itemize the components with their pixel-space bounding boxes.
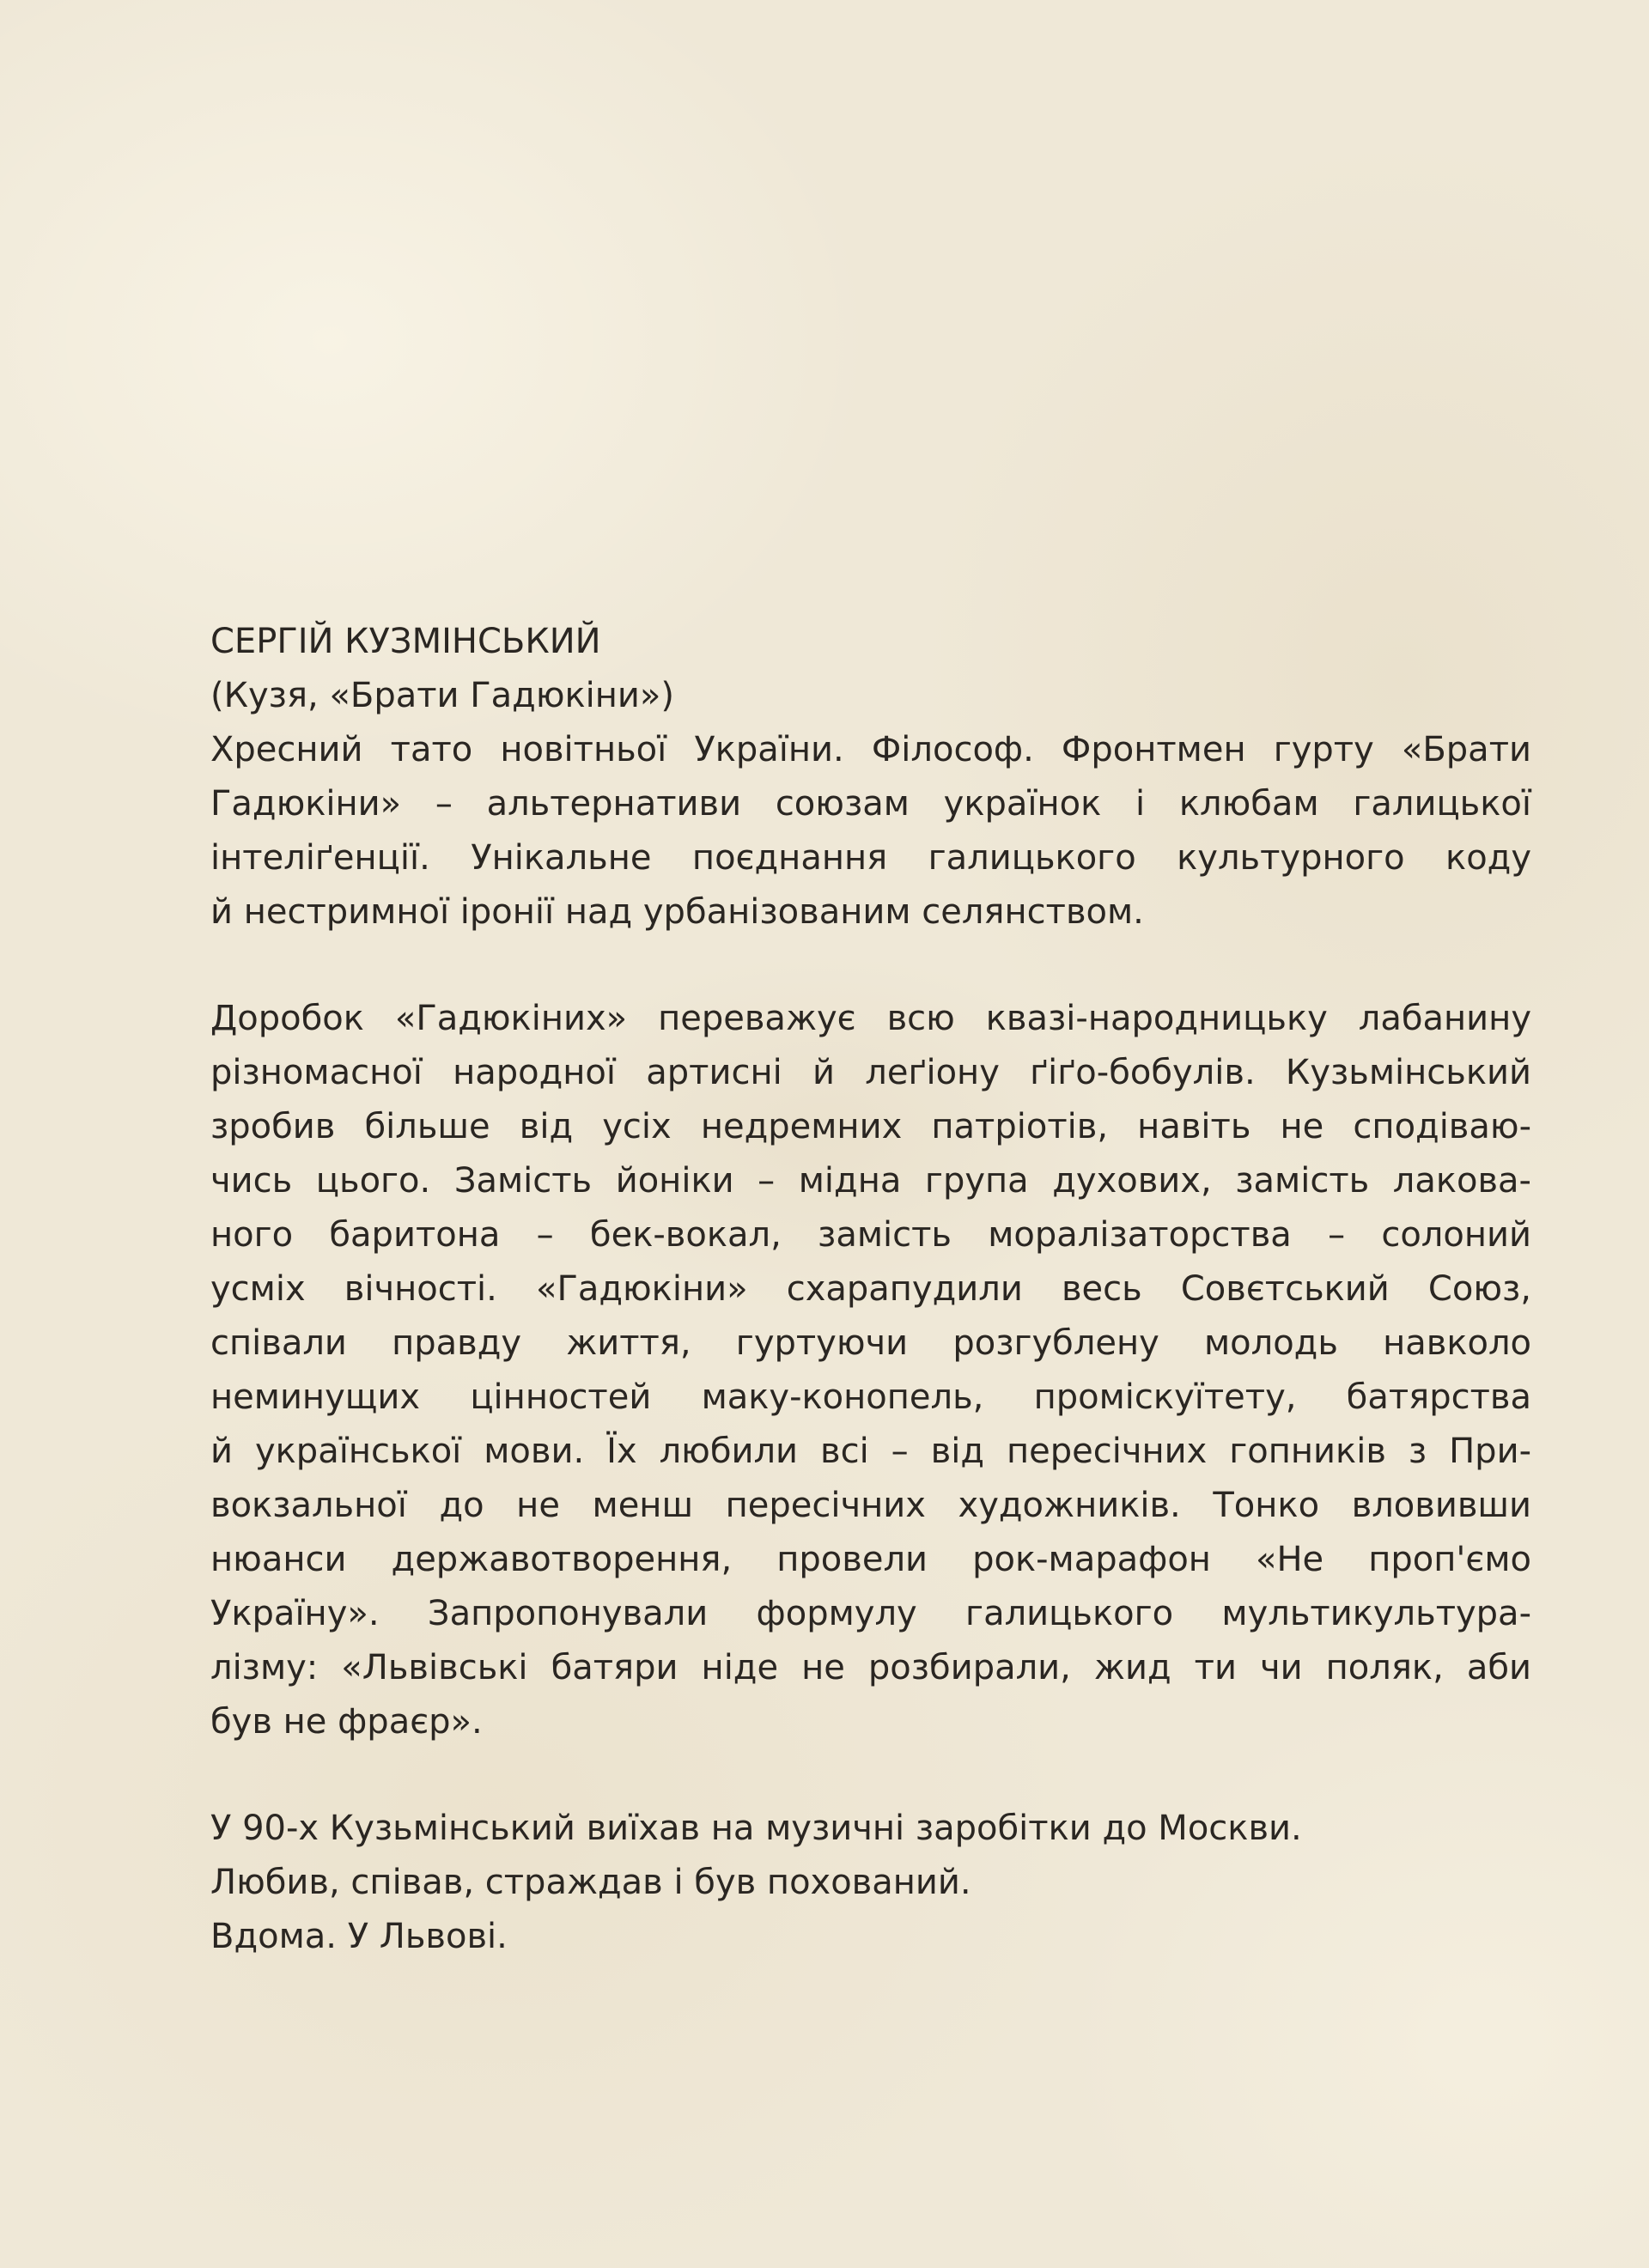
paragraph-line: У 90-х Кузьмінський виїхав на музичні заробітки до Москви. bbox=[210, 1809, 1302, 1848]
paragraph-line: Доробок «Гадюкіних» переважує всю квазі-народницьку лабанину bbox=[210, 999, 1531, 1038]
paragraph-line: Любив, співав, страждав і був похований. bbox=[210, 1863, 971, 1902]
paragraph-ending bbox=[210, 1802, 1531, 1964]
paragraph-intro bbox=[210, 723, 1531, 939]
paragraph-line: й нестримної іронії над урбанізованим селянством. bbox=[210, 892, 1144, 932]
article-subtitle: (Кузя, «Брати Гадюкіни») bbox=[210, 676, 674, 715]
paragraph-line: неминущих цінностей маку-конопель, проміскуїтету, батярства bbox=[210, 1377, 1531, 1417]
paragraph-line: Гадюкіни» – альтернативи союзам українок і клюбам галицької bbox=[210, 784, 1531, 824]
paragraph-line: співали правду життя, гуртуючи розгублену молодь навколо bbox=[210, 1323, 1531, 1363]
paragraph-line: лізму: «Львівські батяри ніде не розбирали, жид ти чи поляк, аби bbox=[210, 1648, 1531, 1687]
paragraph-line: інтеліґенції. Унікальне поєднання галицького культурного коду bbox=[210, 838, 1531, 878]
paragraph-gap bbox=[210, 1749, 1531, 1802]
paragraph-line: усміх вічності. «Гадюкіни» схарапудили весь Совєтський Союз, bbox=[210, 1269, 1531, 1309]
article bbox=[210, 615, 1531, 1964]
article-title: СЕРГІЙ КУЗМІНСЬКИЙ bbox=[210, 622, 601, 661]
paragraph-legacy bbox=[210, 992, 1531, 1749]
paragraph-gap bbox=[210, 939, 1531, 992]
paragraph-line: зробив більше від усіх недремних патріотів, навіть не сподіваю- bbox=[210, 1107, 1531, 1146]
paragraph-line: був не фраєр». bbox=[210, 1702, 483, 1742]
paragraph-line: ного баритона – бек-вокал, замість моралізаторства – солоний bbox=[210, 1215, 1531, 1255]
paragraph-line: вокзальної до не менш пересічних художників. Тонко вловивши bbox=[210, 1486, 1531, 1525]
paragraph-line: різномасної народної артисні й леґіону ґіґо-бобулів. Кузьмінський bbox=[210, 1053, 1531, 1092]
paragraph-line: нюанси державотворення, провели рок-марафон «Не проп'ємо bbox=[210, 1540, 1531, 1579]
paragraph-line: Україну». Запропонували формулу галицького мультикультура- bbox=[210, 1594, 1531, 1633]
paragraph-line: Вдома. У Львові. bbox=[210, 1917, 508, 1956]
paragraph-line: Хресний тато новітньої України. Філософ. Фронтмен гурту «Брати bbox=[210, 730, 1531, 769]
paragraph-line: й української мови. Їх любили всі – від пересічних гопників з При- bbox=[210, 1432, 1531, 1471]
paragraph-line: чись цього. Замість йоніки – мідна група духових, замість лакова- bbox=[210, 1161, 1531, 1201]
